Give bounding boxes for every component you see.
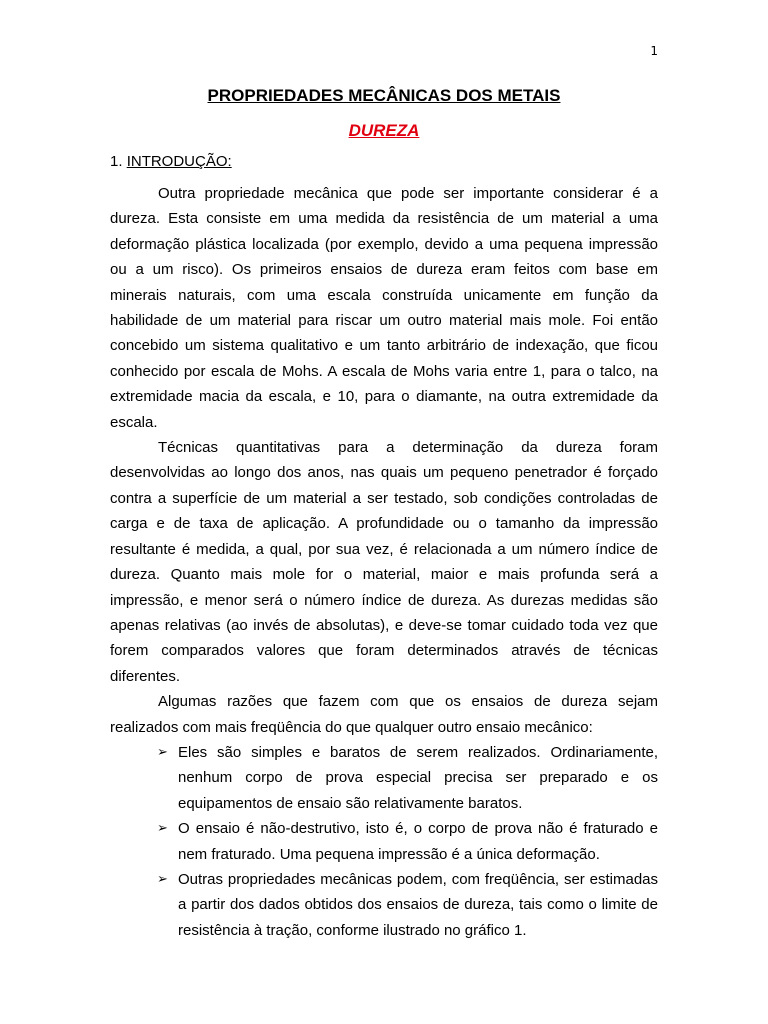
paragraph: Outra propriedade mecânica que pode ser importante considerar é a dureza. Esta consiste em uma medida da resistência de um material a uma deformação plástica localizada (por exemplo, devido a uma pequena impressão ou a um risco). Os primeiros ensaios de dureza eram feitos com base em minerais naturais, com uma escala construída unicamente em função da habilidade de um material para riscar um outro material mais mole. Foi então concebido um sistema qualitativo e um tanto arbitrário de indexação, que ficou conhecido por escala de Mohs. A escala de Mohs varia entre 1, para o talco, na extremidade macia da escala, e 10, para o diamante, na outra extremidade da escala. xyxy=(110,185,658,431)
list-item-text: O ensaio é não-destrutivo, isto é, o corpo de prova não é fraturado e nem fraturado. Uma pequena impressão é a única deformação. xyxy=(178,820,658,863)
arrow-bullet-icon: ➢ xyxy=(157,821,168,837)
list-item-text: Outras propriedades mecânicas podem, com freqüência, ser estimadas a partir dos dados obtidos dos ensaios de dureza, tais como o limite de resistência à tração, conforme ilustrado no gráfico 1. xyxy=(178,870,658,939)
arrow-bullet-icon: ➢ xyxy=(157,871,168,887)
section-label: INTRODUÇÃO: xyxy=(126,153,232,170)
list-item xyxy=(110,867,658,943)
body-text xyxy=(110,181,658,943)
document-subtitle: DUREZA xyxy=(348,121,420,140)
page-number: 1 xyxy=(650,44,658,58)
section-number: 1. xyxy=(110,153,123,170)
list-item-text: Eles são simples e baratos de serem realizados. Ordinariamente, nenhum corpo de prova especial precisa ser preparado e os equipamentos de ensaio são relativamente baratos. xyxy=(178,743,658,812)
paragraph: Algumas razões que fazem com que os ensaios de dureza sejam realizados com mais freqüência do que qualquer outro ensaio mecânico: xyxy=(110,693,658,736)
list-item xyxy=(110,816,658,867)
section-heading xyxy=(110,153,232,170)
arrow-bullet-icon: ➢ xyxy=(157,744,168,760)
document-title: PROPRIEDADES MECÂNICAS DOS METAIS xyxy=(207,86,561,105)
bullet-list xyxy=(110,740,658,943)
list-item xyxy=(110,740,658,816)
paragraph: Técnicas quantitativas para a determinação da dureza foram desenvolvidas ao longo dos anos, nas quais um pequeno penetrador é forçado contra a superfície de um material a ser testado, sob condições controladas de carga e de taxa de aplicação. A profundidade ou o tamanho da impressão resultante é medida, a qual, por sua vez, é relacionada a um número índice de dureza. Quanto mais mole for o material, maior e mais profunda será a impressão, e menor será o número índice de dureza. As durezas medidas são apenas relativas (ao invés de absolutas), e deve-se tomar cuidado toda vez que forem comparados valores que foram determinados através de técnicas diferentes. xyxy=(110,439,658,685)
